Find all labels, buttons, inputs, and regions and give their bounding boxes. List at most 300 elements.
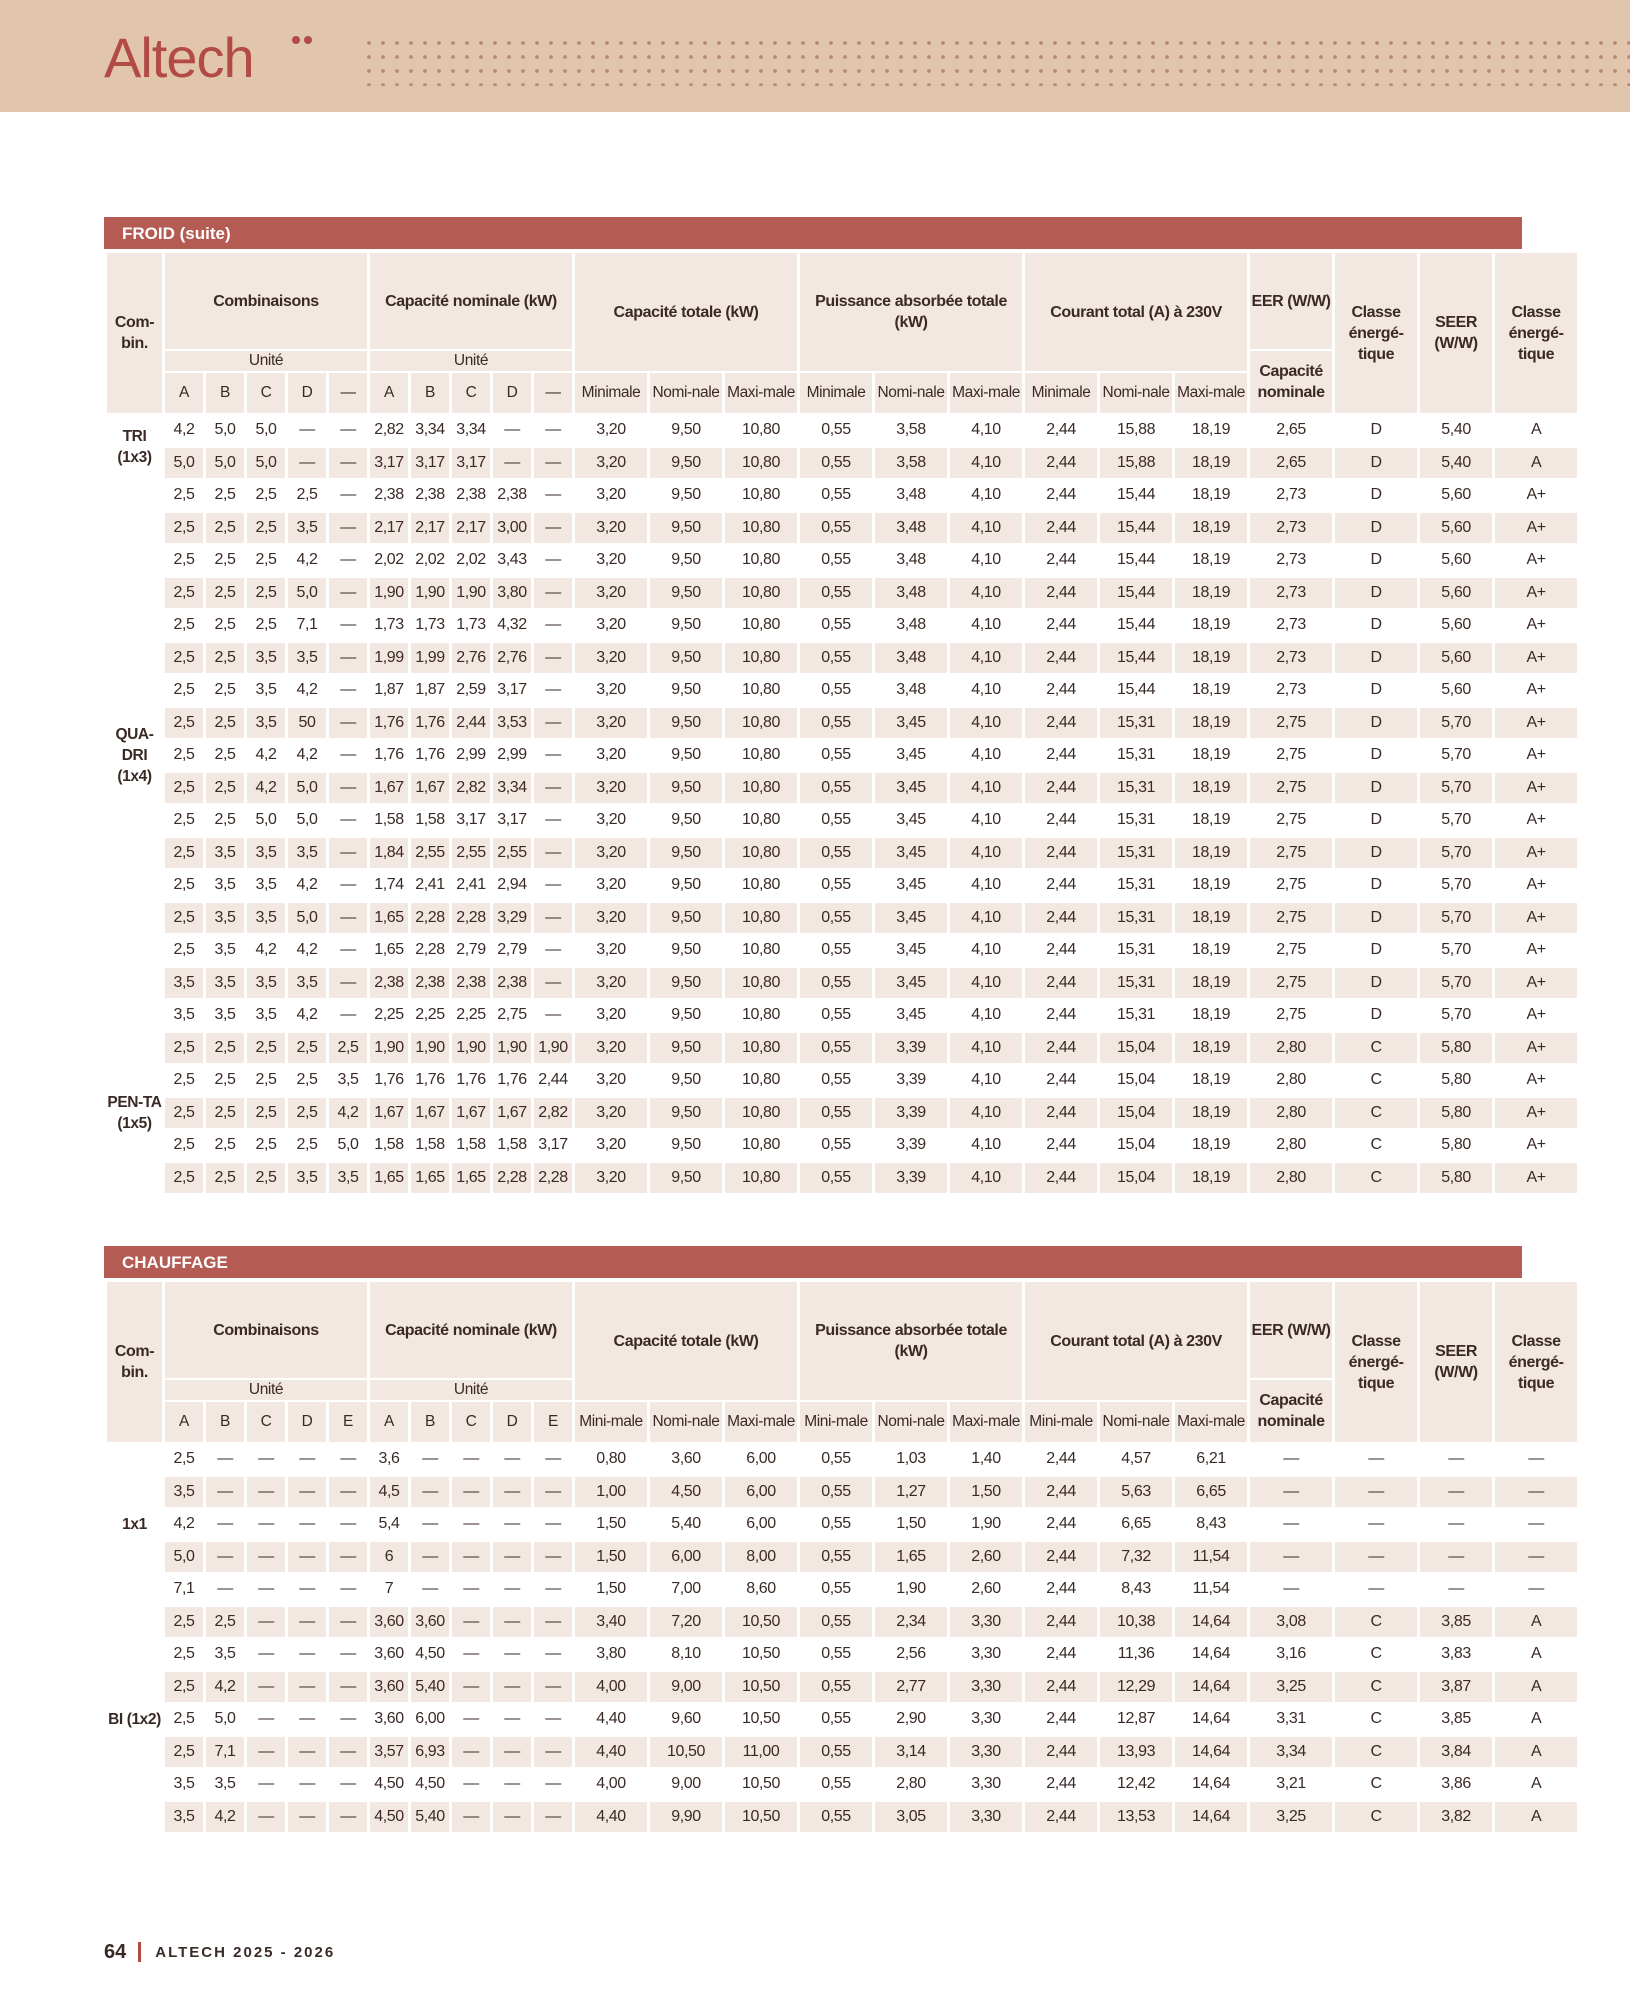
table-cell: — (534, 708, 572, 739)
table-cell: — (329, 1639, 367, 1670)
table-cell: 9,50 (650, 708, 722, 739)
table-cell: 2,73 (1250, 545, 1332, 576)
table-cell: 3,20 (575, 1098, 647, 1129)
table-row (107, 903, 1577, 934)
table-cell: 3,5 (247, 675, 285, 706)
table-cell: 2,65 (1250, 448, 1332, 479)
table-cell: 2,44 (1025, 1065, 1097, 1096)
table-cell: 15,31 (1100, 708, 1172, 739)
table-cell: 0,55 (800, 1098, 872, 1129)
table-cell: — (534, 1672, 572, 1703)
table-cell: C (1335, 1130, 1417, 1161)
table-row (107, 1574, 1577, 1605)
table-cell: 2,44 (534, 1065, 572, 1096)
table-cell: 7,00 (650, 1574, 722, 1605)
table-cell: 3,45 (875, 1000, 947, 1031)
table-cell: — (534, 448, 572, 479)
header-unit-letter: B (411, 373, 449, 413)
table-cell: 2,44 (1025, 578, 1097, 609)
table-row (107, 643, 1577, 674)
table-cell: 5,0 (206, 1704, 244, 1735)
table-cell: 2,94 (493, 870, 531, 901)
table-cell: 2,5 (165, 838, 203, 869)
table-cell: 10,38 (1100, 1607, 1172, 1638)
header-eer-capacite-nominale: Capacité nominale (1250, 351, 1332, 413)
table-cell: 2,5 (247, 545, 285, 576)
table-cell: 4,2 (206, 1672, 244, 1703)
table-cell: 18,19 (1175, 903, 1247, 934)
table-cell: — (329, 1802, 367, 1833)
table-cell: — (329, 740, 367, 771)
table-cell: — (493, 1574, 531, 1605)
table-cell: 0,55 (800, 1769, 872, 1800)
table-cell: C (1335, 1033, 1417, 1064)
table-cell: 5,0 (288, 805, 326, 836)
header-unit-letter: E (329, 1402, 367, 1442)
table-cell: — (288, 1574, 326, 1605)
table-cell: 0,55 (800, 480, 872, 511)
table-cell: 6 (370, 1542, 408, 1573)
table-cell: 0,55 (800, 1000, 872, 1031)
table-cell: — (206, 1444, 244, 1475)
table-cell: 4,10 (950, 1000, 1022, 1031)
table-cell: 2,5 (165, 545, 203, 576)
table-cell: 1,90 (452, 1033, 490, 1064)
table-cell: — (534, 578, 572, 609)
table-cell: 3,39 (875, 1033, 947, 1064)
table-cell: — (206, 1477, 244, 1508)
header-nominale: Nomi-nale (1100, 373, 1172, 413)
table-cell: — (493, 1444, 531, 1475)
table-cell: 5,0 (247, 805, 285, 836)
table-cell: 1,65 (370, 1163, 408, 1194)
table-cell: 0,55 (800, 1542, 872, 1573)
table-cell: — (1495, 1477, 1577, 1508)
table-cell: 1,90 (411, 578, 449, 609)
table-cell: 15,31 (1100, 740, 1172, 771)
table-cell: — (411, 1542, 449, 1573)
froid-table-title: FROID (suite) (104, 217, 1522, 249)
table-cell: — (452, 1574, 490, 1605)
table-cell: 10,50 (725, 1704, 797, 1735)
table-cell: 3,5 (206, 1000, 244, 1031)
table-cell: — (1250, 1542, 1332, 1573)
table-cell: 15,44 (1100, 578, 1172, 609)
table-cell: 2,5 (165, 773, 203, 804)
table-cell: — (534, 1802, 572, 1833)
table-cell: — (329, 935, 367, 966)
table-cell: — (411, 1574, 449, 1605)
table-cell: 1,65 (411, 1163, 449, 1194)
table-cell: 2,44 (452, 708, 490, 739)
table-cell: 3,30 (950, 1607, 1022, 1638)
table-cell: — (1495, 1444, 1577, 1475)
header-classe-energetique: Classe énergé-tique (1335, 1282, 1417, 1442)
table-cell: 2,5 (247, 578, 285, 609)
table-cell: 2,80 (1250, 1098, 1332, 1129)
table-cell: 4,10 (950, 513, 1022, 544)
table-cell: D (1335, 545, 1417, 576)
table-cell: 2,5 (165, 708, 203, 739)
froid-table (104, 251, 1580, 1195)
table-cell: A+ (1495, 675, 1577, 706)
table-cell: 0,55 (800, 773, 872, 804)
table-cell: 2,5 (288, 1098, 326, 1129)
header-unite-capacite: Unité (370, 1380, 572, 1400)
table-cell: 1,84 (370, 838, 408, 869)
table-cell: 10,80 (725, 1098, 797, 1129)
table-cell: 5,60 (1420, 545, 1492, 576)
table-cell: 2,5 (206, 513, 244, 544)
table-cell: 3,5 (165, 1000, 203, 1031)
table-cell: 2,60 (950, 1574, 1022, 1605)
table-cell: 0,55 (800, 1033, 872, 1064)
table-cell: — (1250, 1477, 1332, 1508)
table-cell: 10,80 (725, 545, 797, 576)
table-cell: 18,19 (1175, 545, 1247, 576)
table-cell: 3,5 (206, 838, 244, 869)
table-cell: 2,65 (1250, 415, 1332, 446)
table-cell: D (1335, 480, 1417, 511)
table-cell: 5,60 (1420, 513, 1492, 544)
table-cell: 3,30 (950, 1639, 1022, 1670)
table-cell: A (1495, 448, 1577, 479)
table-cell: 4,50 (650, 1477, 722, 1508)
table-cell: 15,04 (1100, 1033, 1172, 1064)
table-cell: 2,5 (206, 805, 244, 836)
table-cell: 10,80 (725, 513, 797, 544)
table-row (107, 1477, 1577, 1508)
table-cell: — (1250, 1509, 1332, 1540)
table-cell: 1,50 (875, 1509, 947, 1540)
table-cell: 2,38 (452, 480, 490, 511)
table-cell: 4,2 (165, 415, 203, 446)
table-cell: — (452, 1672, 490, 1703)
table-cell: 3,34 (452, 415, 490, 446)
table-cell: 3,85 (1420, 1607, 1492, 1638)
table-cell: 3,17 (493, 805, 531, 836)
table-cell: — (493, 1509, 531, 1540)
table-cell: 4,10 (950, 805, 1022, 836)
table-cell: 2,5 (165, 935, 203, 966)
header-unite: Unité (165, 351, 367, 371)
table-cell: 2,02 (452, 545, 490, 576)
table-cell: 2,5 (206, 675, 244, 706)
table-cell: 4,2 (288, 870, 326, 901)
table-cell: A+ (1495, 1098, 1577, 1129)
combination-group-label: QUA-DRI (1x4) (107, 480, 162, 1031)
table-cell: 0,55 (800, 675, 872, 706)
table-cell: 2,5 (247, 1033, 285, 1064)
table-cell: 2,5 (165, 643, 203, 674)
table-cell: 15,88 (1100, 415, 1172, 446)
table-cell: 2,44 (1025, 643, 1097, 674)
table-cell: 2,38 (370, 968, 408, 999)
table-cell: — (329, 1672, 367, 1703)
header-classe-energetique-seer: Classe énergé-tique (1495, 253, 1577, 413)
table-cell: 2,25 (370, 1000, 408, 1031)
table-cell: 9,50 (650, 773, 722, 804)
table-cell: 15,04 (1100, 1130, 1172, 1161)
header-unit-letter: D (493, 373, 531, 413)
header-eer: EER (W/W) (1250, 1282, 1332, 1378)
table-cell: 18,19 (1175, 1065, 1247, 1096)
table-cell: 4,10 (950, 480, 1022, 511)
table-row (107, 935, 1577, 966)
table-cell: 3,5 (247, 903, 285, 934)
table-cell: 2,5 (206, 610, 244, 641)
table-cell: 18,19 (1175, 1163, 1247, 1194)
table-cell: 2,44 (1025, 805, 1097, 836)
table-cell: 4,10 (950, 870, 1022, 901)
table-row (107, 1065, 1577, 1096)
table-cell: 3,5 (288, 1163, 326, 1194)
table-cell: — (247, 1672, 285, 1703)
table-cell: 0,55 (800, 1672, 872, 1703)
table-cell: 0,55 (800, 1737, 872, 1768)
table-cell: 6,00 (411, 1704, 449, 1735)
table-cell: — (534, 1000, 572, 1031)
table-cell: 3,53 (493, 708, 531, 739)
table-cell: 3,5 (247, 643, 285, 674)
table-cell: 1,65 (875, 1542, 947, 1573)
table-cell: 2,5 (247, 480, 285, 511)
table-cell: 3,20 (575, 870, 647, 901)
table-cell: — (534, 1444, 572, 1475)
table-cell: 4,10 (950, 903, 1022, 934)
table-cell: D (1335, 578, 1417, 609)
table-cell: — (534, 935, 572, 966)
table-cell: 18,19 (1175, 675, 1247, 706)
table-cell: 6,65 (1175, 1477, 1247, 1508)
table-cell: — (534, 1704, 572, 1735)
table-cell: — (452, 1607, 490, 1638)
table-cell: 0,55 (800, 1509, 872, 1540)
table-cell: 5,40 (650, 1509, 722, 1540)
table-row (107, 545, 1577, 576)
table-cell: 2,56 (875, 1639, 947, 1670)
table-cell: 18,19 (1175, 935, 1247, 966)
header-puissance: Puissance absorbée totale (kW) (800, 253, 1022, 371)
table-cell: 9,50 (650, 513, 722, 544)
header-unit-letter: C (452, 373, 490, 413)
table-cell: 5,80 (1420, 1130, 1492, 1161)
table-cell: 2,5 (165, 1163, 203, 1194)
table-cell: 3,20 (575, 903, 647, 934)
table-cell: 5,60 (1420, 643, 1492, 674)
table-cell: 4,10 (950, 448, 1022, 479)
table-cell: 2,44 (1025, 1477, 1097, 1508)
table-cell: 1,67 (452, 1098, 490, 1129)
table-cell: 3,20 (575, 805, 647, 836)
table-cell: 3,45 (875, 935, 947, 966)
table-cell: 1,99 (370, 643, 408, 674)
table-cell: 2,75 (1250, 1000, 1332, 1031)
header-maximale: Maxi-male (725, 1402, 797, 1442)
table-row (107, 513, 1577, 544)
table-cell: 18,19 (1175, 773, 1247, 804)
table-cell: D (1335, 773, 1417, 804)
table-cell: — (329, 903, 367, 934)
table-cell: 6,00 (725, 1477, 797, 1508)
table-cell: 14,64 (1175, 1802, 1247, 1833)
table-cell: 9,50 (650, 1098, 722, 1129)
table-cell: — (288, 1509, 326, 1540)
table-cell: — (329, 1574, 367, 1605)
table-cell: 2,44 (1025, 415, 1097, 446)
table-cell: 9,50 (650, 838, 722, 869)
table-cell: 1,67 (370, 1098, 408, 1129)
table-cell: 2,80 (875, 1769, 947, 1800)
table-cell: 2,73 (1250, 643, 1332, 674)
table-cell: 15,31 (1100, 968, 1172, 999)
table-cell: — (329, 805, 367, 836)
table-cell: — (329, 578, 367, 609)
table-cell: A+ (1495, 610, 1577, 641)
table-cell: C (1335, 1769, 1417, 1800)
table-cell: 2,38 (411, 968, 449, 999)
table-cell: — (534, 1639, 572, 1670)
header-minimale: Mini-male (1025, 1402, 1097, 1442)
table-cell: 3,20 (575, 708, 647, 739)
table-cell: — (247, 1574, 285, 1605)
header-unit-letter: — (534, 373, 572, 413)
table-cell: A+ (1495, 903, 1577, 934)
table-cell: 3,48 (875, 675, 947, 706)
table-cell: 18,19 (1175, 1130, 1247, 1161)
table-cell: 2,44 (1025, 1704, 1097, 1735)
table-cell: 2,73 (1250, 480, 1332, 511)
table-cell: 2,59 (452, 675, 490, 706)
table-cell: 3,83 (1420, 1639, 1492, 1670)
table-cell: 10,50 (725, 1672, 797, 1703)
table-cell: A (1495, 1737, 1577, 1768)
table-cell: 3,30 (950, 1802, 1022, 1833)
header-nominale: Nomi-nale (650, 373, 722, 413)
table-cell: 3,48 (875, 545, 947, 576)
table-cell: 3,86 (1420, 1769, 1492, 1800)
table-cell: — (247, 1769, 285, 1800)
table-cell: 1,67 (411, 1098, 449, 1129)
table-cell: 2,76 (493, 643, 531, 674)
table-cell: 2,44 (1025, 1444, 1097, 1475)
table-cell: — (493, 1607, 531, 1638)
table-cell: D (1335, 870, 1417, 901)
table-cell: 1,27 (875, 1477, 947, 1508)
table-cell: 18,19 (1175, 1033, 1247, 1064)
header-unite-capacite: Unité (370, 351, 572, 371)
table-cell: A+ (1495, 935, 1577, 966)
table-cell: A+ (1495, 708, 1577, 739)
table-cell: 9,00 (650, 1672, 722, 1703)
table-cell: 5,70 (1420, 935, 1492, 966)
table-cell: 1,90 (875, 1574, 947, 1605)
table-cell: 2,41 (411, 870, 449, 901)
table-cell: — (1420, 1574, 1492, 1605)
table-cell: 10,80 (725, 415, 797, 446)
table-cell: — (1335, 1477, 1417, 1508)
table-cell: C (1335, 1163, 1417, 1194)
table-cell: 3,30 (950, 1704, 1022, 1735)
table-cell: 2,44 (1025, 1607, 1097, 1638)
table-cell: 10,80 (725, 1000, 797, 1031)
table-cell: 12,42 (1100, 1769, 1172, 1800)
table-cell: 5,0 (288, 903, 326, 934)
header-combin: Com-bin. (107, 1282, 162, 1442)
table-cell: 3,17 (411, 448, 449, 479)
table-cell: A (1495, 1704, 1577, 1735)
table-cell: A+ (1495, 1130, 1577, 1161)
table-cell: — (329, 1477, 367, 1508)
table-cell: 5,70 (1420, 708, 1492, 739)
table-cell: 2,5 (165, 1098, 203, 1129)
table-cell: — (1420, 1444, 1492, 1475)
table-cell: 5,80 (1420, 1163, 1492, 1194)
table-cell: 3,84 (1420, 1737, 1492, 1768)
table-cell: 3,5 (165, 1477, 203, 1508)
table-cell: 3,45 (875, 708, 947, 739)
table-cell: — (534, 870, 572, 901)
table-cell: 5,70 (1420, 870, 1492, 901)
table-cell: 2,5 (206, 643, 244, 674)
table-cell: 0,55 (800, 935, 872, 966)
table-cell: 15,04 (1100, 1098, 1172, 1129)
table-cell: — (452, 1639, 490, 1670)
table-cell: 2,90 (875, 1704, 947, 1735)
table-cell: 12,29 (1100, 1672, 1172, 1703)
table-row (107, 448, 1577, 479)
table-cell: 3,80 (575, 1639, 647, 1670)
table-cell: 2,28 (452, 903, 490, 934)
table-cell: 3,39 (875, 1163, 947, 1194)
table-cell: — (1495, 1509, 1577, 1540)
table-cell: 2,80 (1250, 1130, 1332, 1161)
table-cell: 9,90 (650, 1802, 722, 1833)
table-cell: 2,55 (411, 838, 449, 869)
table-cell: — (493, 1639, 531, 1670)
table-cell: 3,17 (452, 448, 490, 479)
table-cell: 3,48 (875, 643, 947, 674)
table-cell: 2,44 (1025, 1672, 1097, 1703)
table-row (107, 480, 1577, 511)
header-unit-letter: D (288, 1402, 326, 1442)
table-cell: 1,76 (411, 708, 449, 739)
table-cell: 1,90 (534, 1033, 572, 1064)
table-cell: 18,19 (1175, 513, 1247, 544)
table-cell: 0,55 (800, 870, 872, 901)
table-cell: 2,80 (1250, 1033, 1332, 1064)
table-cell: 15,31 (1100, 870, 1172, 901)
table-cell: 2,38 (411, 480, 449, 511)
table-cell: 3,5 (247, 838, 285, 869)
table-cell: 4,50 (411, 1769, 449, 1800)
table-cell: A+ (1495, 578, 1577, 609)
table-cell: 14,64 (1175, 1672, 1247, 1703)
table-cell: 4,10 (950, 740, 1022, 771)
table-cell: D (1335, 415, 1417, 446)
table-cell: 3,20 (575, 935, 647, 966)
table-cell: 4,00 (575, 1672, 647, 1703)
table-cell: — (411, 1477, 449, 1508)
table-cell: 4,2 (288, 675, 326, 706)
table-cell: 3,5 (247, 968, 285, 999)
table-cell: 9,50 (650, 675, 722, 706)
table-cell: 2,55 (452, 838, 490, 869)
table-cell: 3,60 (370, 1672, 408, 1703)
table-cell: 5,40 (1420, 448, 1492, 479)
table-cell: — (534, 1509, 572, 1540)
table-cell: 2,38 (452, 968, 490, 999)
